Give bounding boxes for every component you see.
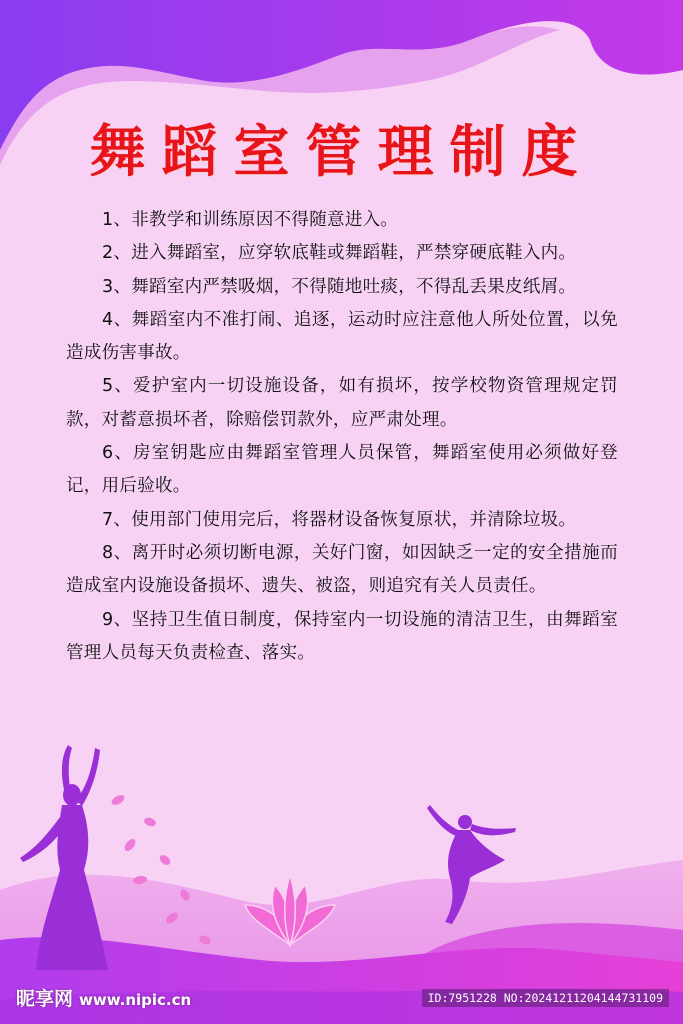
rule-item-8: 8、离开时必须切断电源，关好门窗，如因缺乏一定的安全措施而造成室内设施设备损坏、遗失、被盗，则追究有关人员责任。 <box>66 542 618 597</box>
watermark-url: www.nipic.cn <box>79 991 192 1009</box>
watermark-brand <box>16 984 191 1011</box>
rule-item-5: 5、爱护室内一切设施设备，如有损坏，按学校物资管理规定罚款，对蓄意损坏者，除赔偿罚款外，应严肃处理。 <box>66 376 618 430</box>
page-title: 舞蹈室管理制度 <box>89 119 594 185</box>
rule-item-9: 9、坚持卫生值日制度，保持室内一切设施的清洁卫生，由舞蹈室管理人员每天负责检查、落实。 <box>66 609 618 663</box>
rule-item-6: 6、房室钥匙应由舞蹈室管理人员保管，舞蹈室使用必须做好登记，用后验收。 <box>66 443 618 497</box>
watermark-brand-name: 昵享网 <box>16 988 74 1010</box>
rules-list <box>66 204 618 670</box>
watermark-id: ID:7951228 NO:20241211204144731109 <box>422 989 669 1007</box>
rule-item-7: 7、使用部门使用完后，将器材设备恢复原状，并清除垃圾。 <box>102 509 577 530</box>
rule-item-2: 2、进入舞蹈室，应穿软底鞋或舞蹈鞋，严禁穿硬底鞋入内。 <box>102 243 577 264</box>
rule-item-1: 1、非教学和训练原因不得随意进入。 <box>102 210 399 230</box>
rule-item-3: 3、舞蹈室内严禁吸烟，不得随地吐痰，不得乱丢果皮纸屑。 <box>102 276 577 297</box>
rule-item-4: 4、舞蹈室内不准打闹、追逐，运动时应注意他人所处位置，以免造成伤害事故。 <box>66 309 618 364</box>
